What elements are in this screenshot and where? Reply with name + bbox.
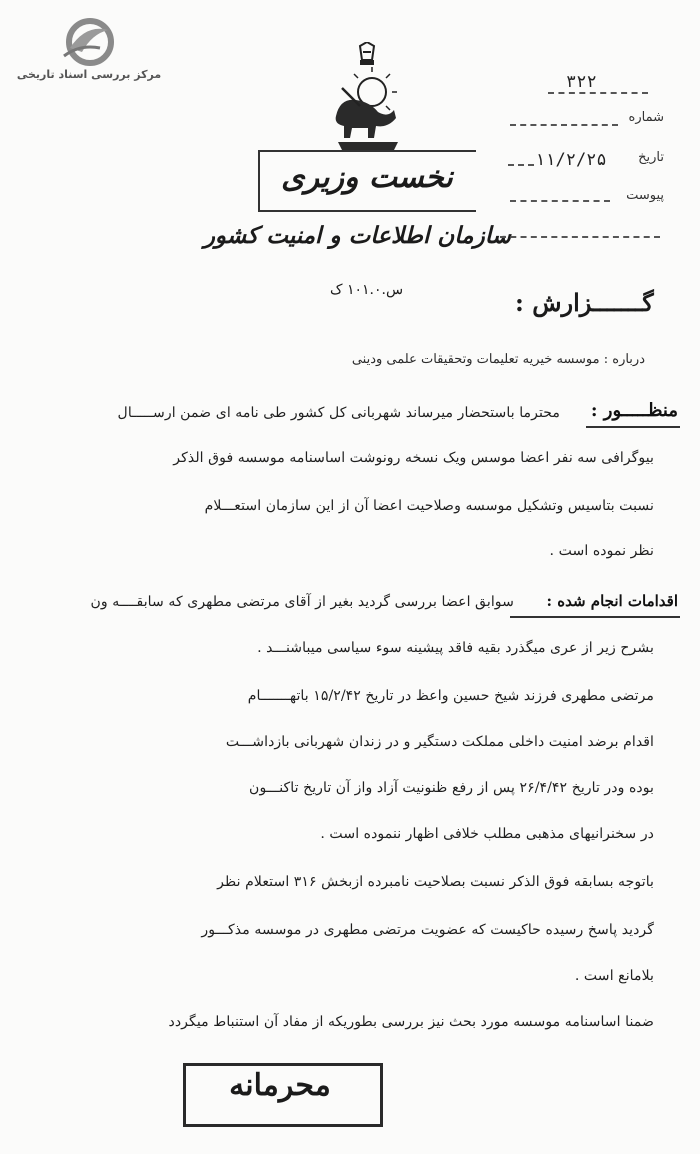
conclusion-line-1: باتوجه بسابقه فوق الذکر نسبت بصلاحیت نامبرده ازبخش ۳۱۶ استعلام نظر — [217, 874, 654, 890]
number-label: شماره — [628, 110, 664, 125]
conclusion-line-2: گردید پاسخ رسیده حاکیست که عضویت مرتضی مطهری در موسسه مذکـــور — [201, 922, 654, 938]
actions-line-2: بشرح زیر از عری میگذرد بقیه فاقد پیشینه سوء سیاسی میباشنـــد . — [257, 640, 654, 656]
number-line — [548, 92, 648, 94]
ministry-title: نخست وزیری — [281, 160, 453, 195]
blank-line — [500, 236, 660, 238]
actions-label: اقدامات انجام شده : — [546, 592, 678, 610]
purpose-underline — [586, 426, 680, 428]
organization-title: سازمان اطلاعات و امنیت کشور — [203, 222, 511, 249]
date-label: تاریخ — [638, 150, 664, 165]
actions-underline — [510, 616, 680, 618]
number-label-line — [510, 124, 618, 126]
sub-code: س.۱۰۱.۰ ک — [330, 282, 404, 298]
report-label: گـــــــزارش : — [515, 288, 654, 317]
subject-line-1: محترما باستحضار میرساند شهربانی کل کشور طی نامه ای ضمن ارســـــال — [117, 405, 560, 421]
purpose-label: منظـــــور : — [590, 400, 678, 421]
actions-line-6: در سخنرانیهای مذهبی مطلب خلافی اظهار ننموده است . — [320, 826, 654, 842]
date-value: ۱۱/۲/۲۵ — [535, 150, 607, 170]
confidential-stamp: محرمانه — [229, 1068, 331, 1103]
subject-line: درباره : موسسه خیریه تعلیمات وتحقیقات علمی ودینی — [351, 352, 645, 367]
final-line: ضمنا اساسنامه موسسه مورد بحث نیز بررسی بطوریکه از مفاد آن استنباط میگردد — [168, 1014, 654, 1030]
actions-line-3: مرتضی مطهری فرزند شیخ حسین واعظ در تاریخ ۱۵/۲/۴۲ باتهـــــــام — [247, 688, 654, 704]
actions-line-1: سوابق اعضا بررسی گردید بغیر از آقای مرتضی مطهری که سابقــــه ون — [90, 594, 514, 610]
actions-line-5: بوده ودر تاریخ ۲۶/۴/۴۲ پس از رفع ظنونیت آزاد واز آن تاریخ تاکنـــون — [249, 780, 654, 796]
subject-line-2: بیوگرافی سه نفر اعضا موسس ویک نسخه رونوشت اساسنامه موسسه فوق الذکر — [173, 450, 654, 466]
watermark-text: مرکز بررسی اسناد تاریخی — [16, 68, 162, 81]
subject-line-4: نظر نموده است . — [549, 543, 654, 559]
conclusion-line-3: بلامانع است . — [574, 968, 654, 984]
date-line-left — [508, 164, 534, 166]
subject-line-3: نسبت بتاسیس وتشکیل موسسه وصلاحیت اعضا آن از این سازمان استعـــلام — [204, 498, 654, 514]
archive-swirl-logo — [56, 18, 118, 70]
actions-line-4: اقدام برضد امنیت داخلی مملکت دستگیر و در زندان شهربانی بازداشـــت — [225, 734, 654, 750]
attachment-label: پیوست — [626, 188, 664, 203]
attachment-line — [510, 200, 610, 202]
lion-and-sun-emblem — [322, 42, 412, 154]
number-value: ۳۲۲ — [566, 72, 597, 92]
